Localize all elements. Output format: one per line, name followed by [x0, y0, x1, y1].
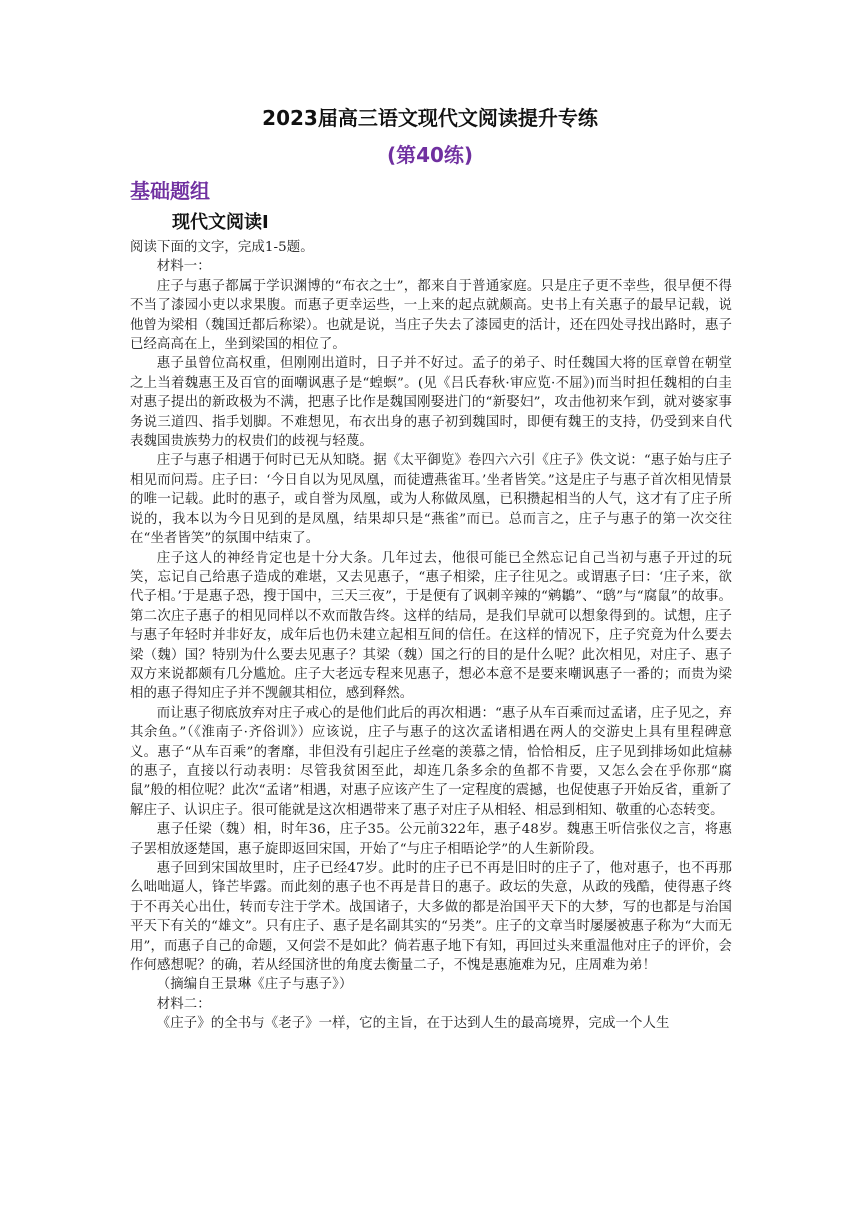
paragraph: 惠子虽曾位高权重，但刚刚出道时，日子并不好过。孟子的弟子、时任魏国大将的匡章曾在朝堂之上当着魏惠王及百官的面嘲讽惠子是“蝗螟”。(见《吕氏春秋·审应览·不屈》)而当时担任魏相的白圭对惠子提出的新政极为不满，把惠子比作是魏国刚娶进门的“新娶妇”，攻击他初来乍到，就对婆家事务说三道四、指手划脚。不难想见，布衣出身的惠子初到魏国时，即便有魏王的支持，仍受到来自代表魏国贵族势力的权贵们的歧视与轻蔑。 — [130, 356, 732, 450]
paragraph: 庄子与惠子都属于学识渊博的“布衣之士”，都来自于普通家庭。只是庄子更不幸些，很早便不得不当了漆园小吏以求果腹。而惠子更幸运些，一上来的起点就颇高。史书上有关惠子的最早记载，说他曾为梁相（魏国迁都后称梁）。也就是说，当庄子失去了漆园吏的活计，还在四处寻找出路时，惠子已经高高在上，坐到梁国的相位了。 — [130, 278, 732, 353]
paragraph: 庄子与惠子相遇于何时已无从知晓。据《太平御览》卷四六六引《庄子》佚文说：“惠子始与庄子相见而问焉。庄子曰：‘今日自以为见凤凰，而徒遭燕雀耳。’坐者皆笑。”这是庄子与惠子首次相见情景的唯一记载。此时的惠子，或自誉为凤凰，或为人称做凤凰，已积攒起相当的人气，这才有了庄子所说的，我本以为今日见到的是凤凰，结果却只是“燕雀”而已。总而言之，庄子与惠子的第一次交往在“坐者皆笑”的氛围中结束了。 — [130, 453, 732, 547]
paragraph: 惠子回到宋国故里时，庄子已经47岁。此时的庄子已不再是旧时的庄子了，他对惠子，也不再那么咄咄逼人，锋芒毕露。而此刻的惠子也不再是昔日的惠子。政坛的失意，从政的残酷，使得惠子终于不再关心出仕，转而专注于学术。战国诸子，大多做的都是治国平天下的大梦，写的也都是与治国平天下有关的“雄文”。只有庄子、惠子是名副其实的“另类”。庄子的文章当时屡屡被惠子称为“大而无用”，而惠子自己的命题，又何尝不是如此？倘若惠子地下有知，再回过头来重温他对庄子的评价，会作何感想呢？的确，若从经国济世的角度去衡量二子，不愧是惠施难为兄，庄周难为弟！ — [130, 861, 732, 974]
material-two-label: 材料二： — [156, 996, 211, 1012]
reading-instruction: 阅读下面的文字，完成1-5题。 — [130, 240, 314, 255]
paragraph: 庄子这人的神经肯定也是十分大条。几年过去，他很可能已全然忘记自己当初与惠子开过的玩笑，忘记自己给惠子造成的难堪，又去见惠子，“惠子相梁，庄子往见之。或谓惠子曰：‘庄子来，欲代子相。’于是惠子恐，搜于国中，三天三夜”，于是便有了讽刺辛辣的“鹓鶵”、“鸱”与“腐鼠”的故事。第二次庄子惠子的相见同样以不欢而散告终。这样的结局，是我们早就可以想象得到的。试想，庄子与惠子年轻时并非好友，成年后也仍未建立起相互间的信任。在这样的情况下，庄子究竟为什么要去梁（魏）国？特别为什么要去见惠子？其梁（魏）国之行的目的是什么呢？此次相见，对庄子、惠子双方来说都颇有几分尴尬。庄子大老远专程来见惠子，想必本意不是要来嘲讽惠子一番的；而贵为梁相的惠子得知庄子并不觊觎其相位，感到释然。 — [130, 550, 732, 702]
paragraph: 《庄子》的全书与《老子》一样，它的主旨，在于达到人生的最高境界，完成一个人生 — [156, 1016, 670, 1032]
subsection-heading: 现代文阅读Ⅰ — [172, 212, 269, 233]
paragraph: 而让惠子彻底放弃对庄子戒心的是他们此后的再次相遇：“惠子从车百乘而过孟诸，庄子见之，弃其余鱼。”（《淮南子·齐俗训》）应该说，庄子与惠子的这次孟诸相遇在两人的交游史上具有里程碑意义。惠子“从车百乘”的奢靡，非但没有引起庄子丝毫的羡慕之情，恰恰相反，庄子见到排场如此煊赫的惠子，直接以行动表明：尽管我贫困至此，却连几条多余的鱼都不肯要，又怎么会在乎你那“腐鼠”般的相位呢？此次“孟诸”相遇，对惠子应该产生了一定程度的震撼，也促使惠子开始反省，重新了解庄子、认识庄子。很可能就是这次相遇带来了惠子对庄子从相轻、相忌到相知、敬重的心态转变。 — [130, 705, 732, 818]
section-heading: 基础题组 — [130, 179, 210, 203]
page-title: 2023届高三语文现代文阅读提升专练 — [262, 106, 598, 130]
material-one-label: 材料一： — [156, 259, 211, 275]
source-citation: （摘编自王景琳《庄子与惠子》） — [156, 977, 353, 993]
paragraph: 惠子任梁（魏）相，时年36，庄子35。公元前322年，惠子48岁。魏惠王听信张仪之言，将惠子罢相放逐楚国，惠子旋即返回宋国，开始了“与庄子相晤论学”的人生新阶段。 — [130, 822, 732, 857]
article-body — [130, 238, 732, 1034]
practice-number: (第40练) — [386, 143, 474, 167]
